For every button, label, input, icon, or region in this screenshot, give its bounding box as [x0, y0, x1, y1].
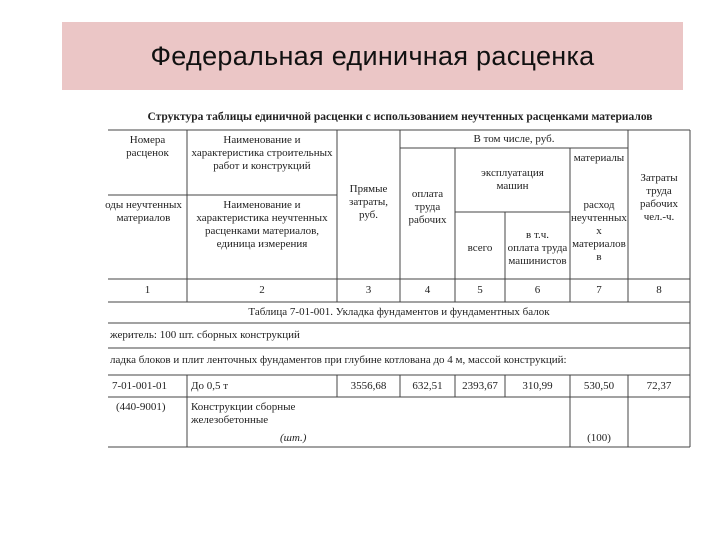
row-code: 7-01-001-01 — [112, 380, 167, 392]
header-rashod: расход неучтенных х материалов в — [571, 199, 627, 263]
header-vtch: в т.ч. оплата труда машинистов — [507, 229, 568, 267]
table-caption: Структура таблицы единичной расценки с использованием неучтенных расценками материалов — [147, 111, 653, 123]
row-name: До 0,5 т — [191, 380, 229, 392]
col-number: 1 — [144, 284, 151, 296]
col-number: 7 — [596, 284, 602, 296]
subrow-rashod: (100) — [587, 432, 611, 444]
slide-title: Федеральная единичная расценка — [150, 40, 595, 71]
header-materialy: материалы — [573, 152, 625, 164]
header-oplata: оплата труда рабочих — [408, 188, 447, 226]
header-direct-costs: Прямые затраты, руб. — [349, 183, 388, 221]
header-ekspl: эксплуатация машин — [481, 167, 544, 192]
col-number: 8 — [656, 284, 662, 296]
col-number: 2 — [259, 284, 265, 296]
meter-line: жеритель: 100 шт. сборных конструкций — [110, 329, 300, 341]
row-oplata: 632,51 — [412, 380, 443, 392]
col-number: 6 — [534, 284, 541, 296]
row-materialy: 530,50 — [583, 380, 615, 392]
header-c2-top: Наименование и характеристика строительных работ и конструкций — [191, 134, 333, 172]
subrow-unit: (шт.) — [280, 432, 307, 444]
header-vsego: всего — [467, 242, 493, 254]
col-number: 3 — [365, 284, 372, 296]
header-c2-bottom: Наименование и характеристика неучтенных расценками материалов, единица измерения — [196, 199, 328, 250]
subrow-name: Конструкции сборные железобетонные — [191, 401, 296, 426]
col-number: 5 — [477, 284, 483, 296]
row-trud: 72,37 — [646, 380, 672, 392]
subrow-code: (440-9001) — [116, 401, 166, 413]
col-number: 4 — [424, 284, 431, 296]
header-zatraty: Затраты труда рабочих чел.-ч. — [639, 172, 679, 223]
header-group: В том числе, руб. — [473, 133, 555, 145]
table-title: Таблица 7-01-001. Укладка фундаментов и фундаментных балок — [248, 306, 550, 318]
row-mashinisty: 310,99 — [522, 380, 553, 392]
header-c1-bottom: оды неучтенных материалов — [105, 199, 182, 224]
row-vsego: 2393,67 — [462, 380, 498, 392]
row-direct: 3556,68 — [350, 380, 387, 392]
header-c1-top: Номера расценок — [126, 134, 169, 159]
section-line: ладка блоков и плит ленточных фундаментов при глубине котлована до 4 м, массой конструкций: — [110, 354, 567, 366]
